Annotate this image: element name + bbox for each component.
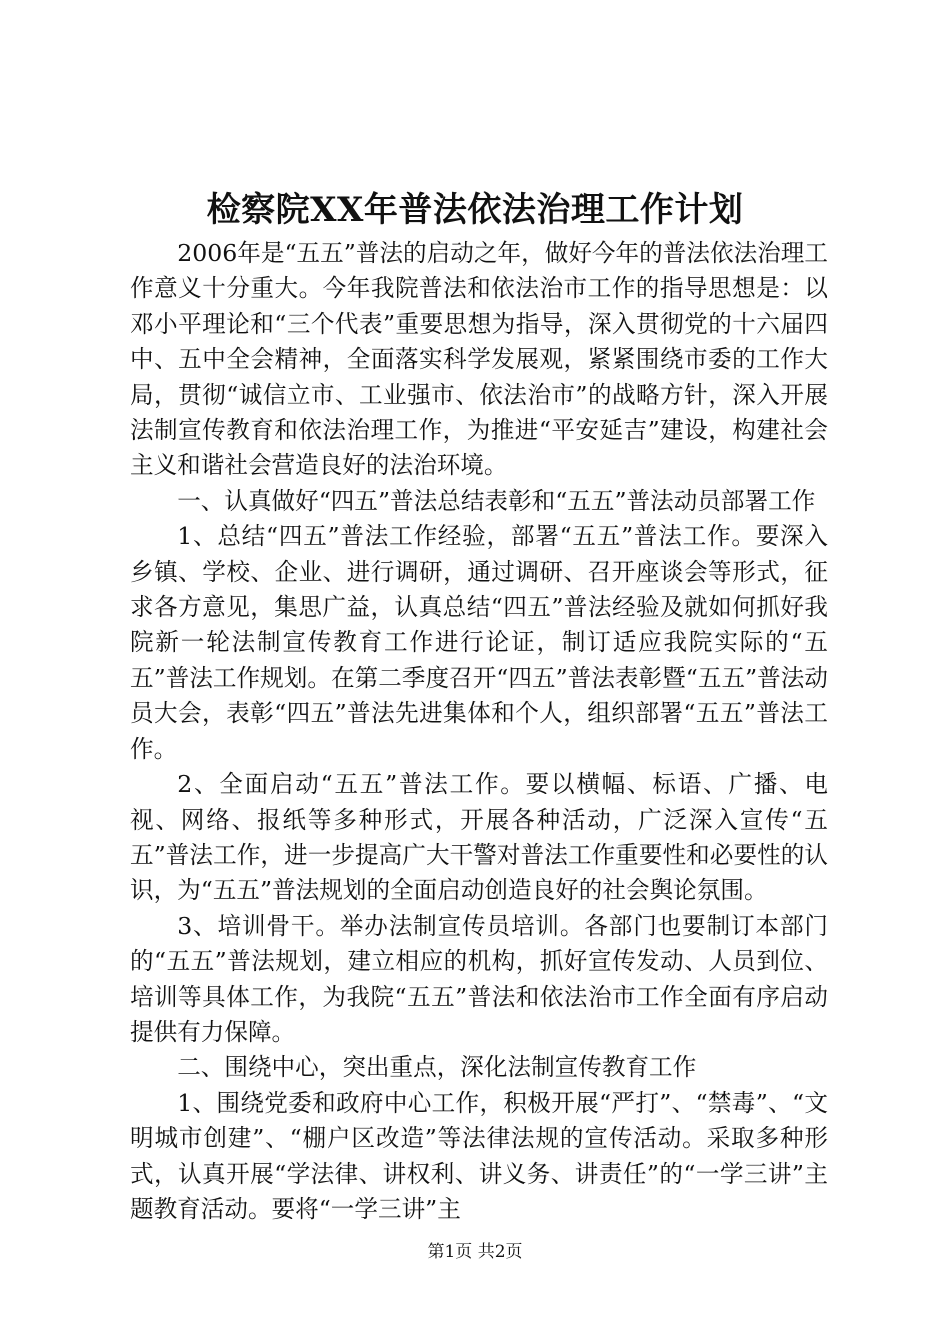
paragraph-intro: 2006年是“五五”普法的启动之年，做好今年的普法依法治理工作意义十分重大。今年我院普法和依法治市工作的指导思想是：以邓小平理论和“三个代表”重要思想为指导，深入贯彻党的十六届四中、五中全会精神，全面落实科学发展观，紧紧围绕市委的工作大局，贯彻“诚信立市、工业强市、依法治市”的战略方针，深入开展法制宣传教育和依法治理工作，为推进“平安延吉”建设，构建社会主义和谐社会营造良好的法治环境。 [130,239,828,480]
paragraph-item-1-1: 1、总结“四五”普法工作经验，部署“五五”普法工作。要深入乡镇、学校、企业、进行调研，通过调研、召开座谈会等形式，征求各方意见，集思广益，认真总结“四五”普法经验及就如何抓好我院新一轮法制宣传教育工作进行论证，制订适应我院实际的“五五”普法工作规划。在第二季度召开“四五”普法表彰暨“五五”普法动员大会，表彰“四五”普法先进集体和个人，组织部署“五五”普法工作。 [130,522,828,763]
heading-section-1: 一、认真做好“四五”普法总结表彰和“五五”普法动员部署工作 [177,486,816,515]
document-title: 检察院XX年普法依法治理工作计划 [206,190,744,230]
paragraph-item-1-2: 2、全面启动“五五”普法工作。要以横幅、标语、广播、电视、网络、报纸等多种形式，开展各种活动，广泛深入宣传“五五”普法工作，进一步提高广大干警对普法工作重要性和必要性的认识，为“五五”普法规划的全面启动创造良好的社会舆论氛围。 [130,770,828,905]
paragraph-item-1-3: 3、培训骨干。举办法制宣传员培训。各部门也要制订本部门的“五五”普法规划，建立相应的机构，抓好宣传发动、人员到位、培训等具体工作，为我院“五五”普法和依法治市工作全面有序启动提供有力保障。 [130,911,828,1046]
paragraph-item-2-1: 1、围绕党委和政府中心工作，积极开展“严打”、“禁毒”、“文明城市创建”、“棚户区改造”等法律法规的宣传活动。采取多种形式，认真开展“学法律、讲权利、讲义务、讲责任”的“一学三讲”主题教育活动。要将“一学三讲”主 [130,1088,828,1223]
document-body [130,236,828,1227]
page-footer: 第1页 共2页 [427,1242,523,1262]
heading-section-2: 二、围绕中心，突出重点，深化法制宣传教育工作 [177,1053,697,1082]
